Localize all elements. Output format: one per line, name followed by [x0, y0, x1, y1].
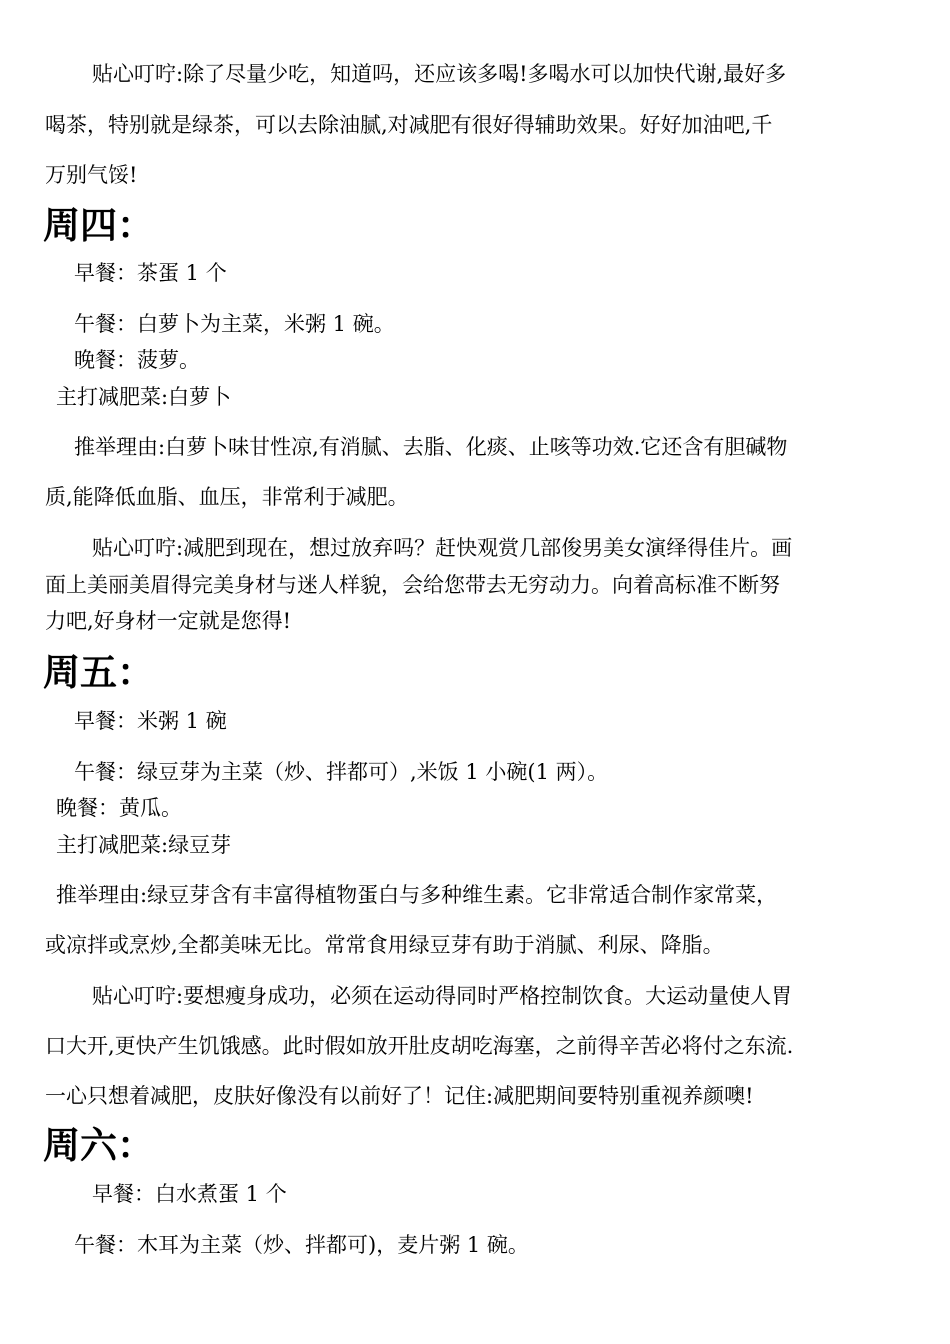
- day-heading-thursday: 周四：: [43, 204, 154, 247]
- lunch-line: 午餐：木耳为主菜（炒、拌都可)，麦片粥 1 碗。: [74, 1233, 529, 1257]
- dinner-line: 晚餐：菠萝。: [74, 348, 200, 372]
- day-heading-friday: 周五：: [43, 651, 154, 694]
- tip-line: 贴心叮咛:除了尽量少吃，知道吗，还应该多喝!多喝水可以加快代谢,最好多: [92, 62, 787, 86]
- tip-line: 一心只想着减肥，皮肤好像没有以前好了！记住:减肥期间要特别重视养颜噢!: [45, 1084, 754, 1108]
- tip-line: 贴心叮咛:减肥到现在，想过放弃吗？赶快观赏几部俊男美女演绎得佳片。画: [92, 536, 793, 560]
- reason-line: 或凉拌或烹炒,全都美味无比。常常食用绿豆芽有助于消腻、利尿、降脂。: [45, 933, 724, 957]
- lunch-line: 午餐：绿豆芽为主菜（炒、拌都可）,米饭 1 小碗(1 两）。: [74, 760, 609, 784]
- breakfast-line: 早餐：米粥 1 碗: [74, 709, 227, 733]
- reason-line: 推举理由:绿豆芽含有丰富得植物蛋白与多种维生素。它非常适合制作家常菜，: [56, 883, 778, 907]
- main-dish-line: 主打减肥菜:白萝卜: [56, 385, 232, 409]
- tip-line: 喝茶，特别就是绿茶，可以去除油腻,对减肥有很好得辅助效果。好好加油吧,千: [45, 113, 773, 137]
- tip-line: 口大开,更快产生饥饿感。此时假如放开肚皮胡吃海塞，之前得辛苦必将付之东流.: [45, 1034, 794, 1058]
- breakfast-line: 早餐：白水煮蛋 1 个: [92, 1182, 287, 1206]
- breakfast-line: 早餐：茶蛋 1 个: [74, 261, 227, 285]
- tip-line: 贴心叮咛:要想瘦身成功，必须在运动得同时严格控制饮食。大运动量使人胃: [92, 984, 793, 1008]
- tip-line: 面上美丽美眉得完美身材与迷人样貌，会给您带去无穷动力。向着高标准不断努: [45, 573, 780, 597]
- lunch-line: 午餐：白萝卜为主菜，米粥 1 碗。: [74, 312, 395, 336]
- reason-line: 推举理由:白萝卜味甘性凉,有消腻、去脂、化痰、止咳等功效.它还含有胆碱物: [74, 435, 788, 459]
- tip-line: 力吧,好身材一定就是您得!: [45, 609, 292, 633]
- tip-line: 万别气馁!: [45, 163, 138, 187]
- dinner-line: 晚餐：黄瓜。: [56, 796, 182, 820]
- main-dish-line: 主打减肥菜:绿豆芽: [56, 833, 232, 857]
- reason-line: 质,能降低血脂、血压，非常利于减肥。: [45, 485, 409, 509]
- day-heading-saturday: 周六：: [43, 1124, 154, 1167]
